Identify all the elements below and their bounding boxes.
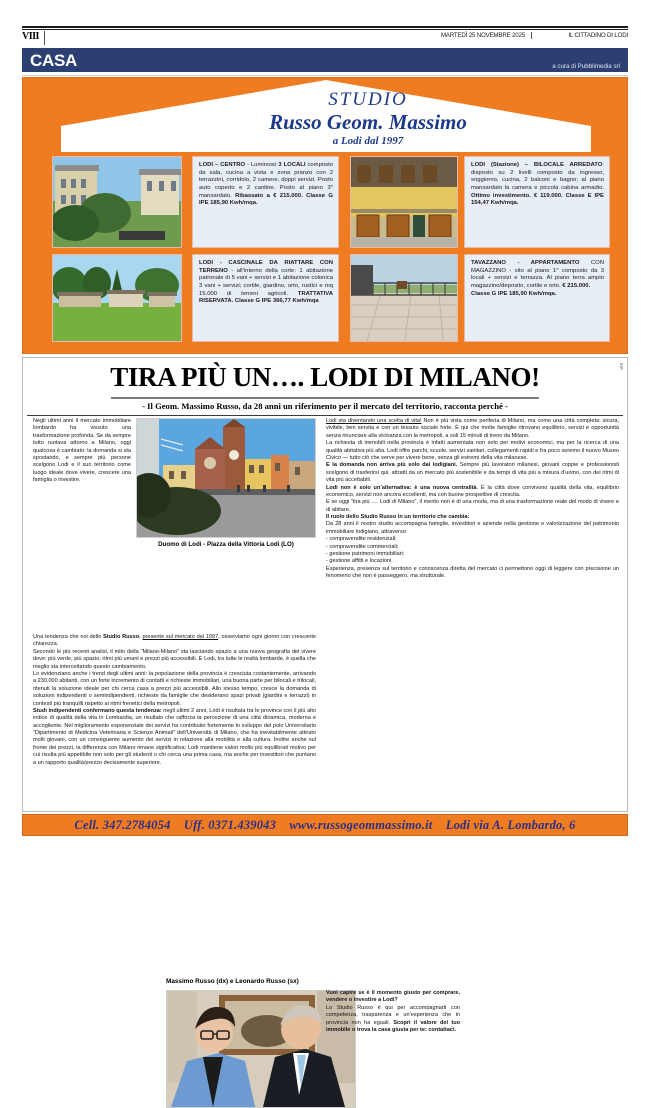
duomo-photo-caption: Duomo di Lodi - Plazza della Vittoria Lodi (LO) (158, 541, 294, 548)
masthead (22, 26, 628, 48)
studio-word: STUDIO (328, 89, 408, 110)
listing-photo-lodi-stazione (350, 156, 458, 248)
masthead-date: MARTEDÌ 25 NOVEMBRE 2025 (441, 32, 532, 39)
masthead-rule-top (22, 26, 628, 28)
listing-card-lodi-stazione (464, 156, 610, 248)
listing-text-lodi-stazione: LODI (Stazione) – BILOCALE ARREDATO: disposto su 2 livelli composto da ingresso, soggiorno, cucina, 2 balconi e bagno; al piano mansardato la camera e piccola cabina armadio. Ottimo investimento. € 119.000. Classe E IPE 154,47 Kwh/mqa. (471, 162, 604, 207)
article-paragraph-cta: Vuoi capire se è il momento giusto per comprare, vendere o investire a Lodi? Lo Studio Russo è qui per accompagnarti con competenza, trasparenza e un’esperienza che in provincia non ha eguali. Scopri il valore del tuo immobile o trova la casa giusta per te: contattaci. (326, 990, 460, 1033)
listing-text-lodi-cascinale: LODI - CASCINALE DA RIATTARE CON TERRENO - all’interno della corte: 1 abitazione patronale di 5 vani + servizi e 1 abitazione colonica 3 vani + servizi; cortile, giardino, orto, rustici e mq 15.000 di terreni agricoli. TRATTATIVA RISERVATA. Classe G IPE 366,77 Kwh/mqa (199, 260, 333, 305)
article-subhead: - Il Geom. Massimo Russo, da 28 anni un riferimento per il mercato del territorio, racconta perché - (142, 401, 508, 411)
studio-name: Russo Geom. Massimo (269, 109, 467, 134)
subhead-rule (27, 415, 623, 416)
listing-photo-lodi-cascinale (52, 254, 182, 342)
listing-text-tavazzano: TAVAZZANO - APPARTAMENTO CON MAGAZZINO - sito al piano 1° composto da 3 locali + servizi e terrazza. Al piano terra ampio magazzino/deposito, cortile e orto. € 215.000. Classe G IPE 185,90 Kwh/mqa. (471, 260, 604, 297)
page-folio: VIII (22, 31, 39, 42)
article-column-left-wide (33, 634, 316, 767)
article-paragraph-trend: Una tendenza che noi dello Studio Russo, presente sul mercato dal 1997, osserviamo ogni giorno con crescente chiarezza. Secondo le più recenti analisi, il mito della “Milano-Milano” sta lasciando spazio a una nuova geografia del vivere dove: più verde, più spazio, ritmi più umani e prezzi più accessibili. E Lodi, tra tutte le realtà lombarde, è quella che meglio sta intercettando questo cambiamento. Lo evidenziano anche i trend degli ultimi anni: la popolazione della provincia è cresciuta costantemente, arrivando a 230.000 abitanti, con un forte incremento di contatti e richieste immobiliari, una buona parte per bilocali e trilocali, ritenuti la soluzione ideale per chi cerca casa a prezzi più accessibili. Allo stesso tempo, cresce la domanda di soluzioni indipendenti o semindipendenti, richieste da famiglie che desiderano spazi privati (giardini e terrazzi) in contesti più tranquilli rispetto ai ritmi frenetici della metropoli. Studi indipendenti confermano questa tendenza: negli ultimi 2 anni, Lodi è risultata tra le province con il più alto indice di qualità della vita in Lombardia, un risultato che rafforza la percezione di una città dinamica, moderna e accogliente. Nel miglioramento esponenziale dei servizi ha contribuito fortemente lo sviluppo del polo Universitario “Dipartimento di Medicina Veterinaria e Scienze Animali” dell’Università di Milano, che ha inevitabilmente attirato molti giovani, con un conseguente aumento dei servizi in relazione alla mobilità e alla cultura. Inoltre anche sul fronte dei prezzi, la differenza con Milano rimane significativa; Lodi mantiene valori molto più equilibrati motivo per cui risulta più appetibile non solo per gli studenti o chi cerca una prima casa, ma anche per investitori che puntano a un rapporto qualità/prezzo decisamente superiore. (33, 634, 316, 766)
article-column-right-narrow (326, 990, 460, 1034)
studio-brand (218, 90, 518, 147)
contact-address: Lodi via A. Lombardo, 6 (445, 817, 576, 832)
listing-photo-lodi-centro (52, 156, 182, 248)
article-headline: TIRA PIÙ UN…. LODI DI MILANO! (110, 362, 540, 392)
contact-website[interactable]: www.russogeommassimo.it (289, 817, 433, 832)
article-column-left-narrow (33, 418, 131, 485)
russo-photo-caption: Massimo Russo (dx) e Leonardo Russo (sx) (166, 978, 299, 985)
section-credit: a cura di Pubblimedia srl (552, 63, 620, 70)
contact-footer (22, 814, 628, 836)
section-title: CASA (30, 51, 77, 70)
listing-photo-tavazzano (350, 254, 458, 342)
masthead-divider (44, 31, 629, 45)
contact-footer-text (69, 818, 580, 833)
listing-text-lodi-centro: LODI – CENTRO - Luminoso 3 LOCALI composto da sala, cucina a vista e zona pranzo con 2 terrazzini, corridoio, 2 camere, doppi servizi. Posto auto coperto e 2 cantine. Posto al piano 3° mansardato. Ribassato a € 215.000. Classe G IPE 185,90 Kwh/mqa. (199, 162, 333, 207)
listing-card-lodi-centro (192, 156, 339, 248)
contact-cell[interactable]: Cell. 347.2784054 (74, 817, 171, 832)
contact-office[interactable]: Uff. 0371.439043 (183, 817, 277, 832)
masthead-rule-top2 (22, 29, 628, 30)
article-page-marker: VIII (619, 363, 624, 370)
headline-rule (111, 397, 539, 399)
article-paragraph-right: Lodi sta diventando una scelta di vita! Non è più vista come periferia di Milano, ma come una città completa: sicura, vivibile, ben servita e con un tessuto sociale forte. È qui che molte famiglie ritrovano equilibrio, servizi e opportunità senza rinunciare alla vicinanza con la metropoli, a soli 15 minuti di treno da Milano. La richiesta di immobili nella provincia è infatti aumentata non solo per motivi economici, ma per la ricerca di una qualità abitativa più alta. Lodi offre parchi, scuole, servizi sanitari, collegamenti rapidi e fra poco avremo il nuovo Museo Civico — tutto ciò che serve per vivere bene, senza gli estremi della vita milanese. E la domanda non arriva più solo dai lodigiani. Sempre più lavoratori milanesi, giovani coppie e professionisti scelgono di trasferirsi qui, attratti da un mercato più sostenibile e da tempi di vita più a misura d’uomo, con dei ritmi di vita più accettabili. Lodi non è solo un’alternativa: è una nuova centralità. È la città dove convivono qualità della vita, equilibrio economico, servizi non ancora eccellenti, ma con buone prospettive di crescita. E se oggi “tira più …. Lodi di Milano”, il merito non è di una moda, ma di una trasformazione reale del modo di vivere e di abitare. Il ruolo dello Studio Russo in un territorio che cambia: Da 28 anni il nostro studio accompagna famiglie, investitori e aziende nella gestione e valorizzazione del patrimonio immobiliare lodigiano, attraverso: - compravendite residenziali; - compravendite commerciali; - gestione patrimoni immobiliari; - gestione affitti e locazioni. Esperienza, presenza sul territorio e conoscenza diretta del mercato ci permettono oggi di leggere con precisione un fenomeno che non è passeggero, ma strutturale. (326, 418, 620, 580)
article-column-right (326, 418, 619, 581)
section-bar-underline (22, 72, 628, 76)
listing-card-lodi-cascinale (192, 254, 339, 342)
section-bar (22, 48, 628, 72)
studio-tagline: a Lodi dal 1997 (332, 135, 404, 148)
listing-card-tavazzano (464, 254, 610, 342)
advert-block (22, 77, 628, 354)
article-paragraph-intro: Negli ultimi anni il mercato immobiliare lombardo ha vissuto una trasformazione profonda. Se da sempre tutto ruotava attorno a Milano, oggi qualcosa è cambiato: la domanda si sta spostando, e sempre più persone scelgono Lodi e il suo territorio come luogo ideale dove vivere, crescere una famiglia o investire. (33, 418, 131, 484)
duomo-photo (136, 418, 316, 538)
masthead-publication: IL CITTADINO DI LODI (568, 32, 628, 39)
